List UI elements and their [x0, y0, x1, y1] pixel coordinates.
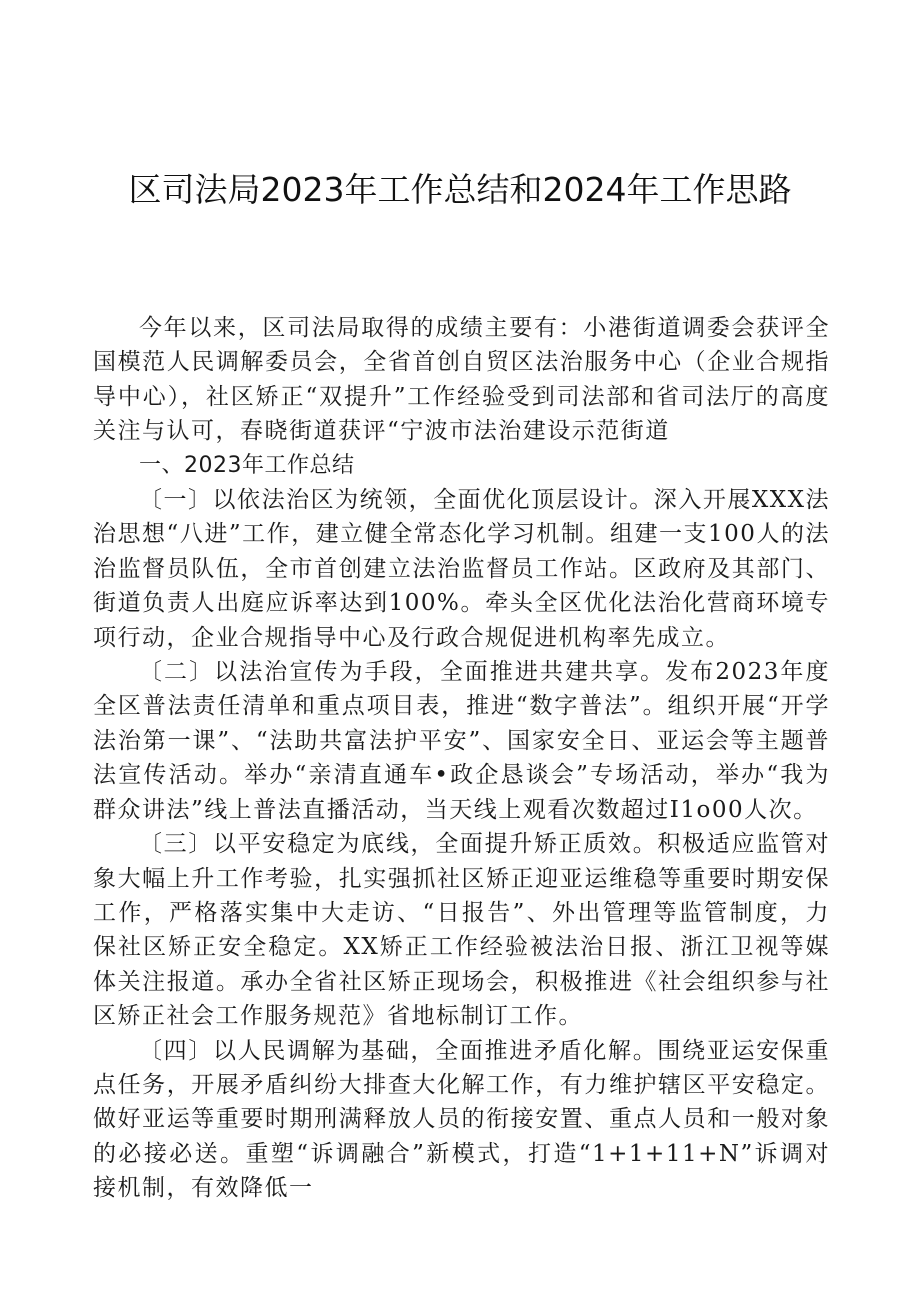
document-title: 区司法局2023年工作总结和2024年工作思路 [128, 170, 792, 209]
document-body [93, 311, 830, 1206]
paragraph-3: 〔三〕以平安稳定为底线，全面提升矫正质效。积极适应监管对象大幅上升工作考验，扎实强抓社区矫正迎亚运维稳等重要时期安保工作，严格落实集中大走访、“日报告”、外出管理等监管制度，力保社区矫正安全稳定。XX矫正工作经验被法治日报、浙江卫视等媒体关注报道。承办全省社区矫正现场会，积极推进《社会组织参与社区矫正社会工作服务规范》省地标制订工作。 [93, 831, 830, 1030]
paragraph-1: 〔一〕以依法治区为统领，全面优化顶层设计。深入开展XXX法治思想“八进”工作，建立健全常态化学习机制。组建一支100人的法治监督员队伍，全市首创建立法治监督员工作站。区政府及其部门、街道负责人出庭应诉率达到100%。牵头全区优化法治化营商环境专项行动，企业合规指导中心及行政合规促进机构率先成立。 [93, 487, 830, 651]
intro-paragraph: 今年以来，区司法局取得的成绩主要有：小港街道调委会获评全国模范人民调解委员会，全省首创自贸区法治服务中心（企业合规指导中心），社区矫正“双提升”工作经验受到司法部和省司法厅的高度关注与认可，春晓街道获评“宁波市法治建设示范街道 [93, 315, 830, 445]
paragraph-4: 〔四〕以人民调解为基础，全面推进矛盾化解。围绕亚运安保重点任务，开展矛盾纠纷大排查大化解工作，有力维护辖区平安稳定。做好亚运等重要时期刑满释放人员的衔接安置、重点人员和一般对象的必接必送。重塑“诉调融合”新模式，打造“1+1+11+N”诉调对接机制，有效降低一 [93, 1037, 830, 1202]
paragraph-2: 〔二〕以法治宣传为手段，全面推进共建共享。发布2023年度全区普法责任清单和重点项目表，推进“数字普法”。组织开展“开学法治第一课”、“法助共富法护平安”、国家安全日、亚运会等主题普法宣传活动。举办“亲清直通车•政企恳谈会”专场活动，举办“我为群众讲法”线上普法直播活动，当天线上观看次数超过I1o00人次。 [93, 659, 830, 823]
section-heading: 一、2023年工作总结 [139, 452, 355, 478]
